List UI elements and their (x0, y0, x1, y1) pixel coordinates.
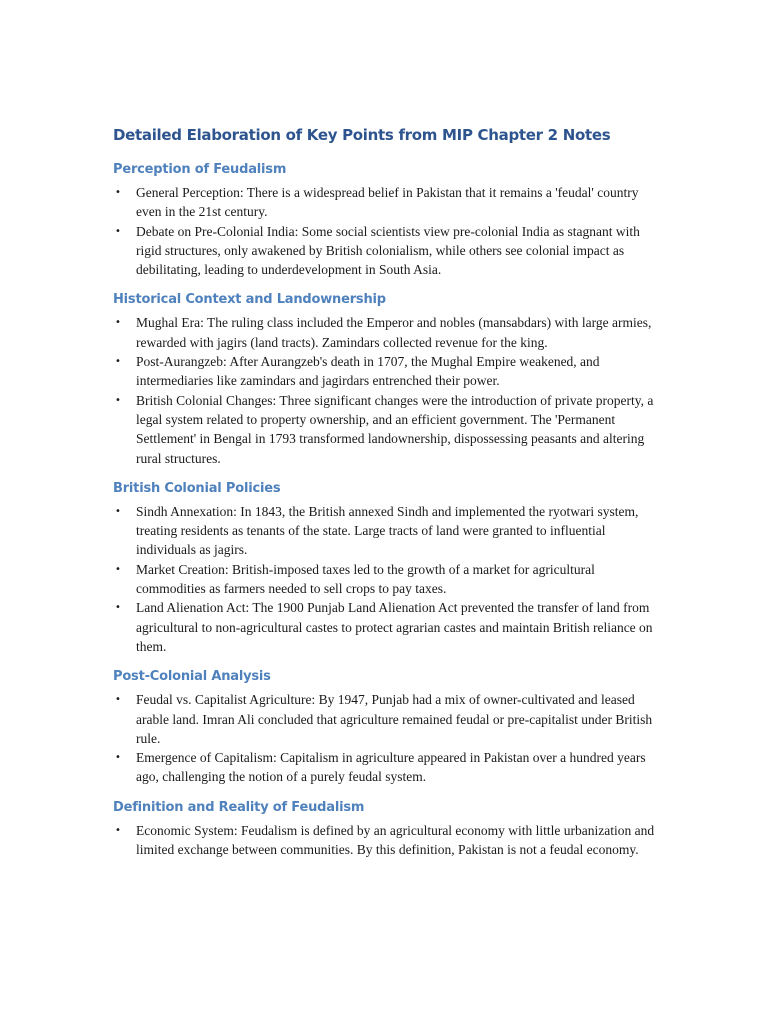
bullet-list (113, 821, 658, 860)
list-item-text: Mughal Era: The ruling class included the Emperor and nobles (mansabdars) with large armies, rewarded with jagirs (land tracts). Zamindars collected revenue for the king. (136, 315, 652, 350)
list-item-text: Debate on Pre-Colonial India: Some social scientists view pre-colonial India as stagnant with rigid structures, only awakened by British colonialism, while others see colonial impact as debilitating, leading to underdevelopment in South Asia. (136, 223, 640, 278)
list-item-text: Feudal vs. Capitalist Agriculture: By 1947, Punjab had a mix of owner-cultivated and leased arable land. Imran Ali concluded that agriculture remained feudal or pre-capitalist under British rule. (136, 692, 653, 746)
section-heading: Perception of Feudalism (113, 162, 287, 177)
bullet-icon: • (115, 317, 121, 329)
list-item-text: General Perception: There is a widespread belief in Pakistan that it remains a 'feudal' country even in the 21st century. (136, 185, 639, 220)
bullet-list (113, 183, 658, 279)
bullet-icon: • (115, 187, 121, 198)
bullet-icon: • (115, 225, 121, 237)
section-heading: Historical Context and Landownership (113, 292, 386, 308)
list-item (113, 222, 658, 280)
section-heading: British Colonial Policies (113, 480, 281, 496)
section-heading: Definition and Reality of Feudalism (113, 799, 365, 815)
list-item-text: British Colonial Changes: Three significant changes were the introduction of private property, a legal system related to property ownership, and an efficient government. The 'Permanent Settlement' in Bengal in 1793 transformed landownership, dispossessing peasants and altering rural structures. (136, 392, 654, 466)
bullet-icon: • (115, 394, 121, 406)
document-body (113, 124, 658, 871)
list-item-text: Emergence of Capitalism: Capitalism in agriculture appeared in Pakistan over a hundred years ago, challenging the notion of a purely feudal system. (136, 750, 646, 785)
section (113, 291, 658, 467)
bullet-icon: • (115, 563, 121, 575)
section (113, 161, 658, 279)
list-item-text: Market Creation: British-imposed taxes led to the growth of a market for agricultural commodities as farmers needed to sell crops to pay taxes. (136, 561, 595, 597)
list-item (113, 391, 658, 468)
bullet-list (113, 690, 658, 786)
list-item (113, 560, 658, 599)
bullet-icon: • (115, 694, 121, 706)
bullet-icon: • (115, 505, 121, 517)
list-item (113, 352, 658, 391)
list-item-text: Land Alienation Act: The 1900 Punjab Land Alienation Act prevented the transfer of land from agricultural to non-agricultural castes to protect agrarian castes and maintain British reliance on them. (136, 600, 653, 654)
list-item (113, 183, 658, 222)
bullet-list (113, 313, 658, 467)
list-item (113, 598, 658, 656)
section (113, 668, 658, 786)
bullet-icon: • (115, 356, 121, 368)
list-item-text: Sindh Annexation: In 1843, the British annexed Sindh and implemented the ryotwari system, treating residents as tenants of the state. Large tracts of land were granted to influential individuals as jagirs. (136, 503, 639, 558)
list-item-text: Post-Aurangzeb: After Aurangzeb's death in 1707, the Mughal Empire weakened, and intermediaries like zamindars and jagirdars entrenched their power. (136, 354, 600, 389)
list-item-text: Economic System: Feudalism is defined by an agricultural economy with little urbanization and limited exchange between communities. By this definition, Pakistan is not a feudal economy. (136, 822, 655, 858)
bullet-icon: • (115, 752, 121, 764)
section (113, 480, 658, 656)
section-heading: Post-Colonial Analysis (113, 669, 271, 685)
list-item (113, 821, 658, 860)
list-item (113, 502, 658, 560)
section (113, 799, 658, 860)
bullet-icon: • (115, 602, 121, 614)
bullet-icon: • (115, 824, 121, 836)
list-item (113, 690, 658, 748)
list-item (113, 748, 658, 787)
list-item (113, 313, 658, 352)
document-title: Detailed Elaboration of Key Points from MIP Chapter 2 Notes (113, 126, 611, 144)
bullet-list (113, 502, 658, 656)
sections-container (113, 161, 658, 859)
